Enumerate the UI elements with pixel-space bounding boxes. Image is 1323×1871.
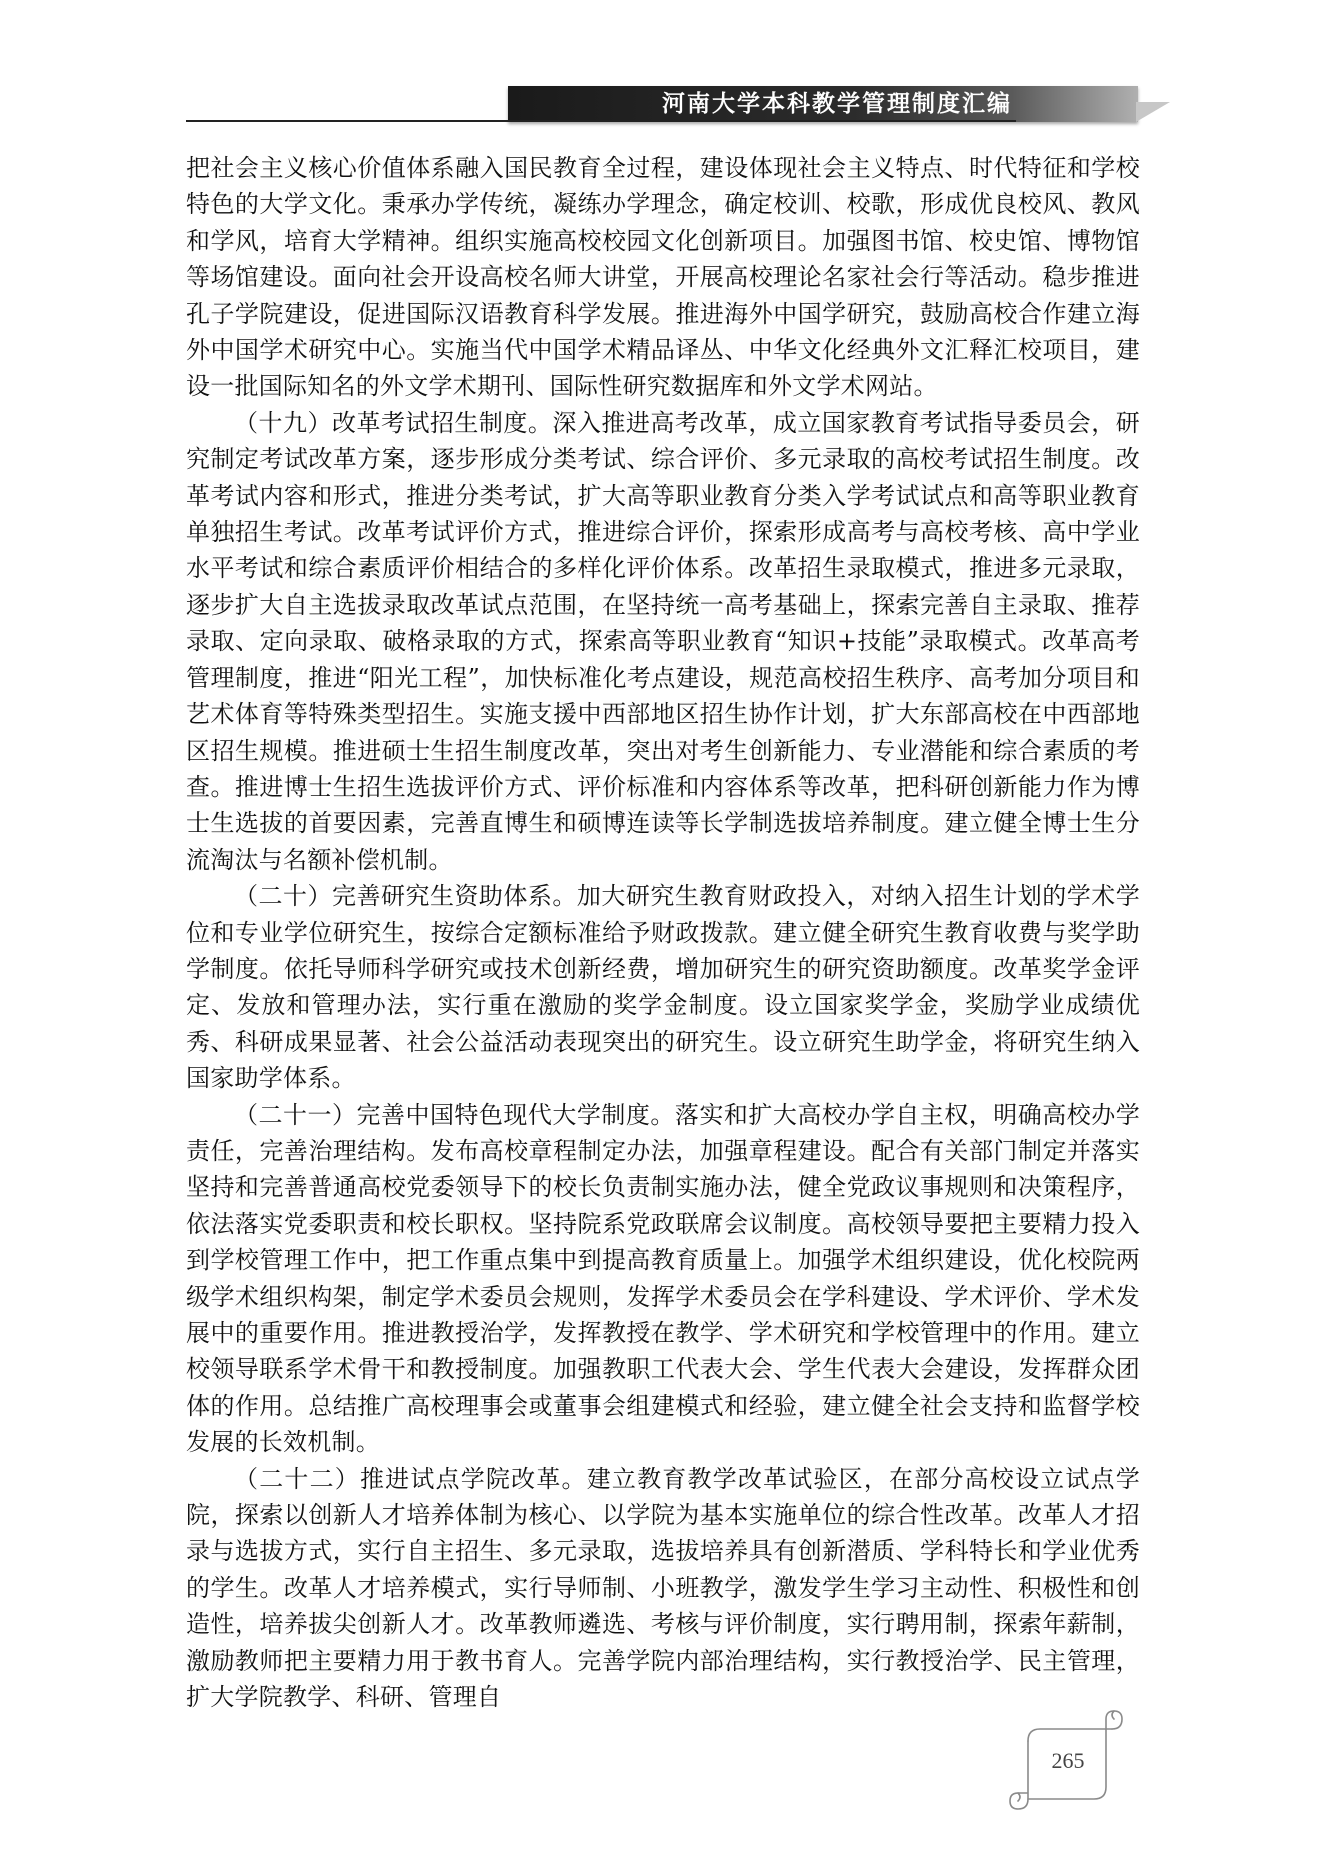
body-text xyxy=(186,150,1140,1715)
paragraph-continued: 把社会主义核心价值体系融入国民教育全过程，建设体现社会主义特点、时代特征和学校特色的大学文化。秉承办学传统，凝练办学理念，确定校训、校歌，形成优良校风、教风和学风，培育大学精神。组织实施高校校园文化创新项目。加强图书馆、校史馆、博物馆等场馆建设。面向社会开设高校名师大讲堂，开展高校理论名家社会行等活动。稳步推进孔子学院建设，促进国际汉语教育科学发展。推进海外中国学研究，鼓励高校合作建立海外中国学术研究中心。实施当代中国学术精品译丛、中华文化经典外文汇释汇校项目，建设一批国际知名的外文学术期刊、国际性研究数据库和外文学术网站。 xyxy=(186,154,1140,401)
paragraph-21: （二十一）完善中国特色现代大学制度。落实和扩大高校办学自主权，明确高校办学责任，完善治理结构。发布高校章程制定办法，加强章程建设。配合有关部门制定并落实坚持和完善普通高校党委领导下的校长负责制实施办法，健全党政议事规则和决策程序，依法落实党委职责和校长职权。坚持院系党政联席会议制度。高校领导要把主要精力投入到学校管理工作中，把工作重点集中到提高教育质量上。加强学术组织建设，优化校院两级学术组织构架，制定学术委员会规则，发挥学术委员会在学科建设、学术评价、学术发展中的重要作用。推进教授治学，发挥教授在教学、学术研究和学校管理中的作用。建立校领导联系学术骨干和教授制度。加强教职工代表大会、学生代表大会建设，发挥群众团体的作用。总结推广高校理事会或董事会组建模式和经验，建立健全社会支持和监督学校发展的长效机制。 xyxy=(186,1100,1140,1457)
header-rule xyxy=(186,120,1016,122)
paragraph-22: （二十二）推进试点学院改革。建立教育教学改革试验区，在部分高校设立试点学院，探索以创新人才培养体制为核心、以学院为基本实施单位的综合性改革。改革人才招录与选拔方式，实行自主招生、多元录取，选拔培养具有创新潜质、学科特长和学业优秀的学生。改革人才培养模式，实行导师制、小班教学，激发学生学习主动性、积极性和创造性，培养拔尖创新人才。改革教师遴选、考核与评价制度，实行聘用制，探索年薪制，激励教师把主要精力用于教书育人。完善学院内部治理结构，实行教授治学、民主管理，扩大学院教学、科研、管理自 xyxy=(186,1464,1140,1712)
page-number: 265 xyxy=(1051,1748,1085,1773)
paragraph-19: （十九）改革考试招生制度。深入推进高考改革，成立国家教育考试指导委员会，研究制定考试改革方案，逐步形成分类考试、综合评价、多元录取的高校考试招生制度。改革考试内容和形式，推进分类考试，扩大高等职业教育分类入学考试试点和高等职业教育单独招生考试。改革考试评价方式，推进综合评价，探索形成高考与高校考核、高中学业水平考试和综合素质评价相结合的多样化评价体系。改革招生录取模式，推进多元录取，逐步扩大自主选拔录取改革试点范围，在坚持统一高考基础上，探索完善自主录取、推荐录取、定向录取、破格录取的方式，探索高等职业教育“知识+技能”录取模式。改革高考管理制度，推进“阳光工程”，加快标准化考点建设，规范高校招生秩序、高考加分项目和艺术体育等特殊类型招生。实施支援中西部地区招生协作计划，扩大东部高校在中西部地区招生规模。推进硕士生招生制度改革，突出对考生创新能力、专业潜能和综合素质的考查。推进博士生招生选拔评价方式、评价标准和内容体系等改革，把科研创新能力作为博士生选拔的首要因素，完善直博生和硕博连读等长学制选拔培养制度。建立健全博士生分流淘汰与名额补偿机制。 xyxy=(186,408,1140,874)
header-title: 河南大学本科教学管理制度汇编 xyxy=(662,90,1012,117)
paragraph-20: （二十）完善研究生资助体系。加大研究生教育财政投入，对纳入招生计划的学术学位和专业学位研究生，按综合定额标准给予财政拨款。建立健全研究生教育收费与奖学助学制度。依托导师科学研究或技术创新经费，增加研究生的研究资助额度。改革奖学金评定、发放和管理办法，实行重在激励的奖学金制度。设立国家奖学金，奖励学业成绩优秀、科研成果显著、社会公益活动表现突出的研究生。设立研究生助学金，将研究生纳入国家助学体系。 xyxy=(186,882,1140,1093)
header-wedge xyxy=(1136,102,1170,122)
